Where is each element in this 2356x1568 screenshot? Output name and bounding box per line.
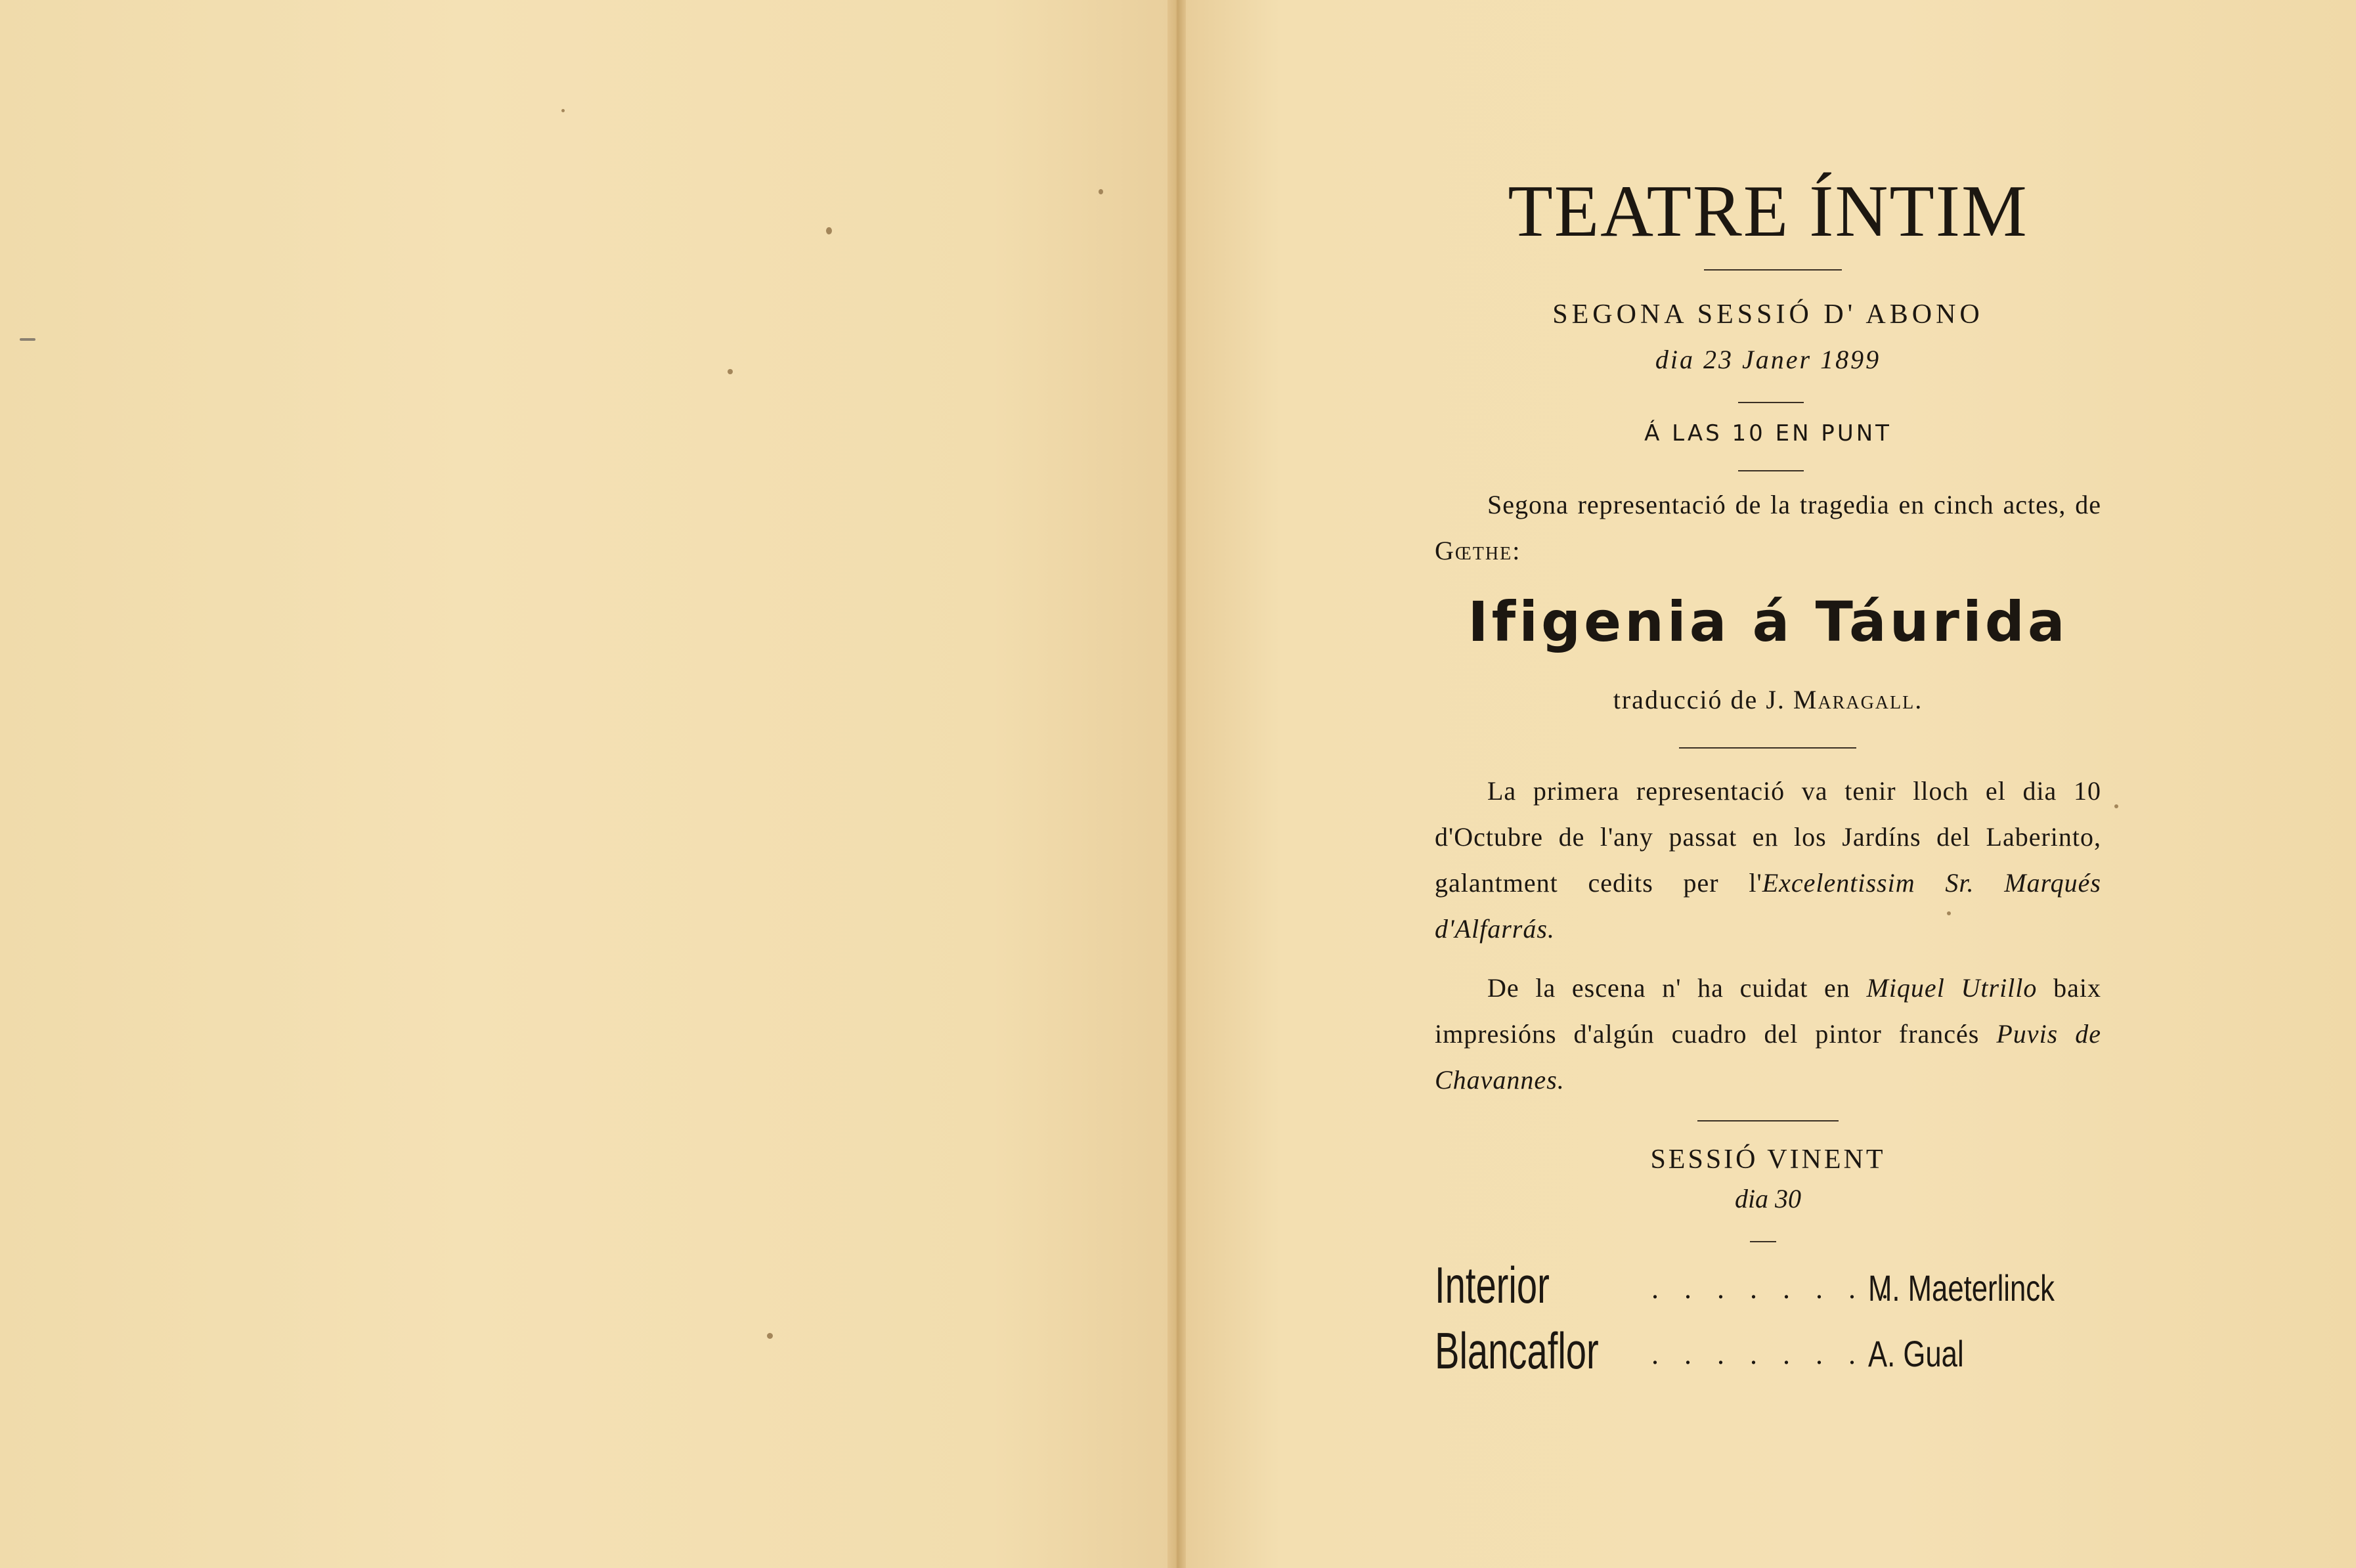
- program-row: [1435, 1315, 2101, 1380]
- program-author: M. Maeterlinck: [1868, 1267, 2055, 1309]
- program-content: [1435, 0, 2101, 1568]
- divider: [1738, 402, 1804, 403]
- session-label: SEGONA SESSIÓ D' ABONO: [1552, 299, 1984, 330]
- intro-text: Segona representació de la tragedia en cinch actes, de: [1487, 490, 2101, 519]
- translator-name: Maragall.: [1793, 685, 1923, 714]
- translation-prefix: traducció de J.: [1613, 685, 1785, 714]
- history-patron: Excelentissim Sr. Marqués d'Alfarrás.: [1435, 868, 2101, 944]
- history-text: La primera representació va tenir lloch el dia 10 d'Octubre de l'any passat en los Jardíns del Laberinto, galantment cedits per l': [1435, 776, 2101, 898]
- page-title: TEATRE ÍNTIM: [1508, 171, 2028, 252]
- paper-speck: [561, 109, 565, 112]
- paper-speck: [767, 1333, 773, 1339]
- intro-paragraph: [1435, 482, 2101, 574]
- divider: [1704, 269, 1842, 271]
- program-dots: . . . . . . . .: [1651, 1273, 1898, 1305]
- translator-line: [1435, 684, 2101, 715]
- divider: [1750, 1241, 1776, 1242]
- divider: [1679, 747, 1856, 749]
- divider: [1738, 470, 1804, 471]
- left-page-blank: [0, 0, 1167, 1568]
- intro-author: Gœthe:: [1435, 536, 1521, 565]
- scenery-painter: Puvis de Chavannes.: [1435, 1019, 2102, 1095]
- paper-speck: [20, 338, 35, 341]
- program-dots: . . . . . . .: [1651, 1338, 1865, 1370]
- scenery-designer: Miquel Utrillo: [1866, 973, 2038, 1003]
- history-paragraph: [1435, 768, 2101, 952]
- paper-speck: [826, 227, 832, 234]
- paper-speck: [2114, 804, 2118, 808]
- program-author: A. Gual: [1868, 1333, 1964, 1374]
- program-work: Blancaflor: [1435, 1322, 1599, 1380]
- scenery-text-a: De la escena n' ha cuidat en: [1487, 973, 1850, 1003]
- scenery-paragraph: [1435, 965, 2101, 1103]
- program-work: Interior: [1435, 1256, 1550, 1314]
- page-gutter: [1167, 0, 1186, 1568]
- program-row: [1435, 1249, 2101, 1315]
- divider: [1697, 1120, 1839, 1122]
- scenery-text-b: baix impresións d'algún cuadro del pintor francés: [1435, 973, 2102, 1049]
- play-title: Ifigenia á Táurida: [1468, 590, 2068, 654]
- performance-time: Á LAS 10 EN PUNT: [1644, 420, 1892, 446]
- performance-date: dia 23 Janer 1899: [1655, 345, 1881, 374]
- next-session-date: dia 30: [1734, 1184, 1802, 1213]
- paper-speck: [728, 369, 733, 374]
- paper-speck: [1099, 189, 1103, 194]
- next-session-label: SESSIÓ VINENT: [1650, 1144, 1886, 1175]
